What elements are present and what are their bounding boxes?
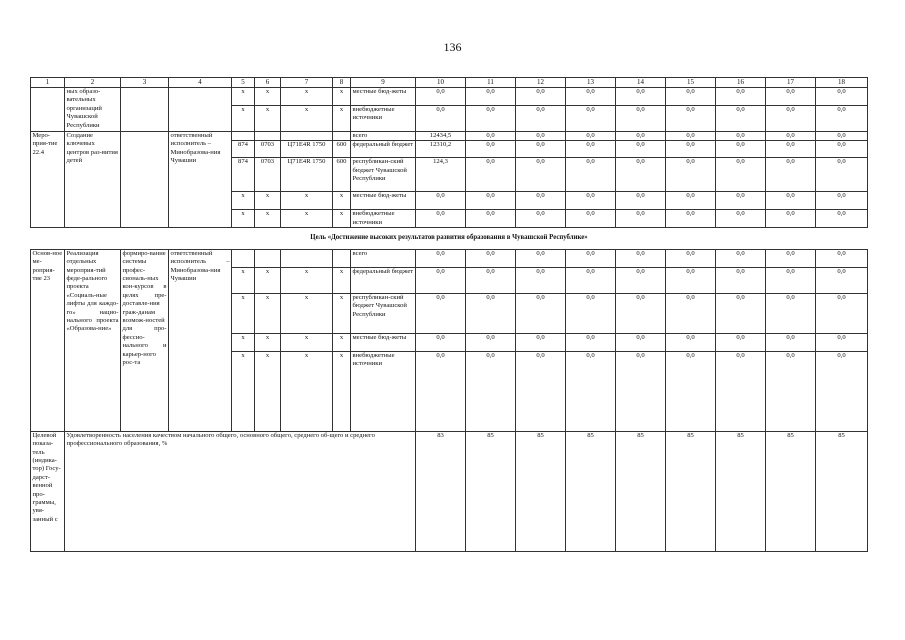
budget-code-cell: x	[232, 333, 255, 351]
value-cell: 0,0	[466, 249, 516, 267]
value-cell: 0,0	[416, 351, 466, 431]
value-cell: 0,0	[516, 132, 566, 141]
budget-code-cell: x	[333, 210, 351, 228]
block-col4-cell	[169, 88, 232, 132]
value-cell: 0,0	[416, 249, 466, 267]
budget-code-cell: x	[232, 210, 255, 228]
value-cell: 0,0	[816, 333, 868, 351]
budget-code-cell: x	[232, 351, 255, 431]
budget-code-cell: Ц71Е4R 1750	[281, 158, 333, 192]
funding-source-cell: федеральный бюджет	[351, 267, 416, 293]
budget-code-cell: x	[333, 293, 351, 333]
value-cell: 0,0	[666, 293, 716, 333]
value-cell: 0,0	[416, 267, 466, 293]
value-cell: 0,0	[816, 132, 868, 141]
budget-code-cell: 600	[333, 158, 351, 192]
column-header: 10	[416, 78, 466, 88]
value-cell: 0,0	[716, 351, 766, 431]
value-cell: 0,0	[566, 141, 616, 158]
value-cell: 0,0	[466, 132, 516, 141]
column-header: 11	[466, 78, 516, 88]
value-cell: 0,0	[666, 158, 716, 192]
value-cell: 0,0	[516, 351, 566, 431]
value-cell: 0,0	[766, 106, 816, 132]
value-cell: 0,0	[466, 267, 516, 293]
table-row	[31, 249, 868, 267]
value-cell: 0,0	[516, 141, 566, 158]
value-cell: 0,0	[766, 192, 816, 210]
funding-source-cell: внебюджетные источники	[351, 106, 416, 132]
column-header: 1	[31, 78, 65, 88]
column-header: 8	[333, 78, 351, 88]
budget-code-cell: x	[281, 333, 333, 351]
budget-code-cell: x	[281, 293, 333, 333]
value-cell: 0,0	[666, 106, 716, 132]
value-cell: 0,0	[466, 106, 516, 132]
value-cell: 0,0	[766, 267, 816, 293]
indicator-name-cell: Удовлетворенность населения качеством начального общего, основного общего, среднего об-щего и среднего профессионального образования, %	[65, 431, 416, 551]
budget-code-cell: x	[232, 267, 255, 293]
value-cell: 0,0	[516, 106, 566, 132]
value-cell: 0,0	[566, 106, 616, 132]
value-cell: 0,0	[616, 106, 666, 132]
budget-code-cell: x	[281, 267, 333, 293]
value-cell: 0,0	[816, 192, 868, 210]
value-cell: 0,0	[766, 249, 816, 267]
table-row	[31, 88, 868, 106]
value-cell: 0,0	[666, 210, 716, 228]
value-cell: 0,0	[716, 249, 766, 267]
budget-code-cell: 874	[232, 158, 255, 192]
block-col1-cell: Основ-ное ме-роприя-тие 23	[31, 249, 65, 431]
indicator-value-cell: 85	[616, 431, 666, 551]
budget-code-cell: 0703	[255, 141, 281, 158]
value-cell: 0,0	[716, 88, 766, 106]
budget-code-cell: x	[255, 333, 281, 351]
value-cell: 0,0	[616, 293, 666, 333]
budget-code-cell: Ц71Е4R 1750	[281, 141, 333, 158]
value-cell: 0,0	[416, 88, 466, 106]
budget-code-cell: 874	[232, 141, 255, 158]
budget-code-cell: x	[281, 106, 333, 132]
value-cell: 0,0	[466, 141, 516, 158]
funding-source-cell: всего	[351, 249, 416, 267]
budget-table	[30, 77, 868, 552]
budget-code-cell	[281, 132, 333, 141]
budget-code-cell: x	[232, 192, 255, 210]
value-cell: 0,0	[816, 141, 868, 158]
indicator-value-cell: 83	[416, 431, 466, 551]
value-cell: 0,0	[466, 351, 516, 431]
value-cell: 0,0	[816, 106, 868, 132]
budget-code-cell: x	[333, 88, 351, 106]
value-cell: 0,0	[566, 132, 616, 141]
value-cell: 0,0	[816, 267, 868, 293]
budget-code-cell	[333, 249, 351, 267]
value-cell: 0,0	[766, 141, 816, 158]
column-header: 5	[232, 78, 255, 88]
value-cell: 0,0	[566, 267, 616, 293]
funding-source-cell: местные бюд-жеты	[351, 333, 416, 351]
funding-source-cell: внебюджетные источники	[351, 351, 416, 431]
budget-code-cell: x	[255, 267, 281, 293]
block-col3-cell: формиро-вание системы профес-сиональ-ных кон-курсов в целях пре-доставле-ния граж-данам возмож-ностей для про-фессио-нального и карьер-ного рос-та	[121, 249, 169, 431]
column-header: 12	[516, 78, 566, 88]
value-cell: 0,0	[616, 333, 666, 351]
value-cell: 0,0	[466, 210, 516, 228]
column-header: 18	[816, 78, 868, 88]
page-number: 136	[443, 40, 462, 54]
value-cell: 0,0	[566, 210, 616, 228]
funding-source-cell: республикан-ский бюджет Чувашской Республики	[351, 293, 416, 333]
value-cell: 0,0	[566, 293, 616, 333]
value-cell: 0,0	[516, 192, 566, 210]
value-cell: 0,0	[416, 333, 466, 351]
value-cell: 0,0	[416, 293, 466, 333]
value-cell: 0,0	[566, 192, 616, 210]
value-cell: 0,0	[716, 210, 766, 228]
value-cell: 0,0	[816, 88, 868, 106]
budget-code-cell	[281, 249, 333, 267]
value-cell: 0,0	[766, 88, 816, 106]
budget-code-cell: x	[281, 88, 333, 106]
funding-source-cell: федеральный бюджет	[351, 141, 416, 158]
block-col2-cell: ных образо-вательных организаций Чувашской Республики	[65, 88, 121, 132]
budget-code-cell: x	[281, 192, 333, 210]
funding-source-cell: местные бюд-жеты	[351, 88, 416, 106]
indicator-row	[31, 431, 868, 551]
value-cell: 0,0	[566, 249, 616, 267]
value-cell: 0,0	[616, 210, 666, 228]
value-cell: 0,0	[766, 333, 816, 351]
value-cell: 0,0	[466, 88, 516, 106]
value-cell: 0,0	[716, 267, 766, 293]
value-cell: 0,0	[666, 267, 716, 293]
value-cell: 0,0	[666, 141, 716, 158]
value-cell: 0,0	[616, 88, 666, 106]
value-cell: 0,0	[716, 141, 766, 158]
value-cell: 12434,5	[416, 132, 466, 141]
value-cell: 0,0	[666, 88, 716, 106]
value-cell: 0,0	[716, 192, 766, 210]
table-row	[31, 132, 868, 141]
block-col4-cell: ответственный исполнитель – Минобразова-ния Чувашии	[169, 249, 232, 431]
budget-code-cell: x	[333, 351, 351, 431]
budget-code-cell	[255, 249, 281, 267]
column-header: 9	[351, 78, 416, 88]
budget-code-cell	[333, 132, 351, 141]
value-cell: 0,0	[716, 132, 766, 141]
value-cell: 0,0	[616, 351, 666, 431]
indicator-value-cell: 85	[766, 431, 816, 551]
indicator-value-cell: 85	[566, 431, 616, 551]
budget-code-cell: x	[255, 293, 281, 333]
value-cell: 0,0	[666, 351, 716, 431]
value-cell: 0,0	[416, 192, 466, 210]
value-cell: 0,0	[516, 333, 566, 351]
value-cell: 0,0	[516, 88, 566, 106]
value-cell: 0,0	[766, 293, 816, 333]
block-col2-cell: Создание ключевых центров раз-вития детей	[65, 132, 121, 228]
column-header: 14	[616, 78, 666, 88]
budget-code-cell: x	[333, 106, 351, 132]
column-header: 16	[716, 78, 766, 88]
goal-title: Цель «Достижение высоких результатов развития образования в Чувашской Республике»	[310, 234, 588, 242]
value-cell: 0,0	[816, 293, 868, 333]
indicator-value-cell: 85	[716, 431, 766, 551]
indicator-value-cell: 85	[516, 431, 566, 551]
budget-code-cell: x	[255, 210, 281, 228]
value-cell: 0,0	[766, 210, 816, 228]
value-cell: 0,0	[466, 333, 516, 351]
funding-source-cell: местные бюд-жеты	[351, 192, 416, 210]
value-cell: 0,0	[416, 106, 466, 132]
value-cell: 0,0	[516, 293, 566, 333]
budget-code-cell: x	[281, 351, 333, 431]
value-cell: 0,0	[466, 192, 516, 210]
budget-code-cell: x	[255, 192, 281, 210]
budget-code-cell: x	[333, 192, 351, 210]
budget-code-cell: x	[255, 351, 281, 431]
value-cell: 0,0	[516, 158, 566, 192]
column-header: 13	[566, 78, 616, 88]
column-header: 6	[255, 78, 281, 88]
funding-source-cell: внебюджетные источники	[351, 210, 416, 228]
value-cell: 0,0	[616, 249, 666, 267]
indicator-label-cell: Целевой показа-тель (индика-тор) Госу-дарст-венной про-граммы, увя-занный с	[31, 431, 65, 551]
value-cell: 0,0	[566, 333, 616, 351]
value-cell: 0,0	[516, 249, 566, 267]
value-cell: 0,0	[416, 210, 466, 228]
value-cell: 0,0	[616, 192, 666, 210]
budget-code-cell: x	[232, 106, 255, 132]
block-col1-cell	[31, 88, 65, 132]
column-header: 4	[169, 78, 232, 88]
column-header: 3	[121, 78, 169, 88]
column-header: 2	[65, 78, 121, 88]
budget-code-cell: x	[232, 293, 255, 333]
budget-code-cell: x	[232, 88, 255, 106]
value-cell: 0,0	[616, 132, 666, 141]
budget-code-cell: x	[281, 210, 333, 228]
value-cell: 0,0	[566, 351, 616, 431]
value-cell: 0,0	[516, 267, 566, 293]
value-cell: 0,0	[666, 333, 716, 351]
value-cell: 0,0	[716, 158, 766, 192]
value-cell: 12310,2	[416, 141, 466, 158]
value-cell: 0,0	[716, 106, 766, 132]
budget-code-cell	[255, 132, 281, 141]
block-col3-cell	[121, 132, 169, 228]
value-cell: 0,0	[816, 158, 868, 192]
value-cell: 0,0	[716, 333, 766, 351]
value-cell: 0,0	[666, 192, 716, 210]
funding-source-cell: всего	[351, 132, 416, 141]
budget-code-cell	[232, 249, 255, 267]
budget-code-cell: x	[333, 267, 351, 293]
goal-row	[31, 228, 868, 249]
value-cell: 0,0	[666, 249, 716, 267]
block-col3-cell	[121, 88, 169, 132]
value-cell: 0,0	[816, 249, 868, 267]
value-cell: 0,0	[716, 293, 766, 333]
value-cell: 0,0	[516, 210, 566, 228]
funding-source-cell: республикан-ский бюджет Чувашской Республики	[351, 158, 416, 192]
value-cell: 0,0	[816, 210, 868, 228]
block-col1-cell: Меро-прия-тие 22.4	[31, 132, 65, 228]
budget-code-cell: x	[333, 333, 351, 351]
value-cell: 124,3	[416, 158, 466, 192]
budget-code-cell: x	[255, 88, 281, 106]
budget-code-cell: x	[255, 106, 281, 132]
block-col2-cell: Реализация отдельных мероприя-тий феде-рального проекта «Социаль-ные лифты для каждо-го» нацио-нального проекта «Образова-ние»	[65, 249, 121, 431]
value-cell: 0,0	[766, 351, 816, 431]
indicator-value-cell: 85	[816, 431, 868, 551]
column-header: 15	[666, 78, 716, 88]
value-cell: 0,0	[466, 158, 516, 192]
value-cell: 0,0	[816, 351, 868, 431]
indicator-value-cell: 85	[666, 431, 716, 551]
value-cell: 0,0	[766, 158, 816, 192]
indicator-value-cell: 85	[466, 431, 516, 551]
value-cell: 0,0	[616, 158, 666, 192]
value-cell: 0,0	[566, 88, 616, 106]
column-header: 7	[281, 78, 333, 88]
value-cell: 0,0	[616, 141, 666, 158]
block-col4-cell: ответственный исполнитель – Минобразова-ния Чувашии	[169, 132, 232, 228]
budget-code-cell: 600	[333, 141, 351, 158]
budget-code-cell	[232, 132, 255, 141]
budget-code-cell: 0703	[255, 158, 281, 192]
value-cell: 0,0	[466, 293, 516, 333]
value-cell: 0,0	[766, 132, 816, 141]
value-cell: 0,0	[666, 132, 716, 141]
value-cell: 0,0	[616, 267, 666, 293]
value-cell: 0,0	[566, 158, 616, 192]
column-header: 17	[766, 78, 816, 88]
